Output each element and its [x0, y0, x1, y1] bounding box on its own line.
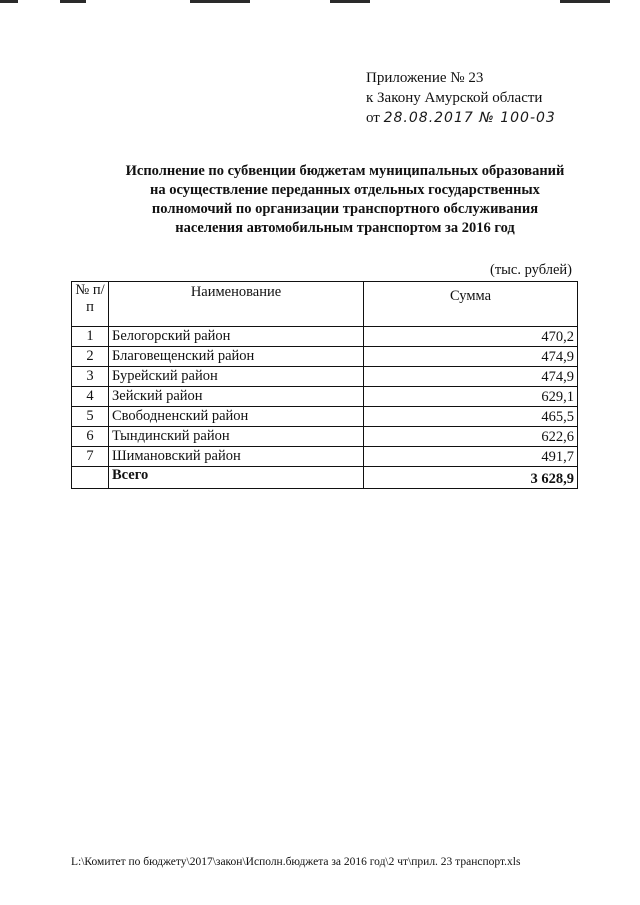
table-row [72, 447, 578, 467]
row-name: Белогорский район [109, 327, 364, 347]
row-name: Бурейский район [109, 367, 364, 387]
title-line-3: полномочий по организации транспортного обслуживания [151, 201, 539, 217]
total-name: Всего [109, 467, 364, 489]
header-num: № п/п [72, 282, 109, 327]
table-row [72, 327, 578, 347]
row-num: 6 [72, 427, 109, 447]
row-num: 3 [72, 367, 109, 387]
row-num: 2 [72, 347, 109, 367]
title-line-1: Исполнение по субвенции бюджетам муниципальных образований [125, 163, 565, 179]
scan-edge-marks [0, 0, 640, 6]
table-row [72, 427, 578, 447]
row-num: 5 [72, 407, 109, 427]
row-sum: 474,9 [364, 367, 578, 387]
row-sum: 474,9 [364, 347, 578, 367]
budget-table [71, 281, 578, 489]
row-name: Шимановский район [109, 447, 364, 467]
row-num: 7 [72, 447, 109, 467]
row-name: Благовещенский район [109, 347, 364, 367]
row-sum: 622,6 [364, 427, 578, 447]
row-name: Свободненский район [109, 407, 364, 427]
total-sum: 3 628,9 [364, 467, 578, 489]
document-title [100, 162, 590, 238]
title-line-2: на осуществление переданных отдельных государственных [150, 182, 540, 198]
appendix-number: Приложение № 23 [366, 70, 484, 86]
row-num: 4 [72, 387, 109, 407]
table-row [72, 347, 578, 367]
row-name: Тындинский район [109, 427, 364, 447]
header-sum: Сумма [364, 282, 578, 327]
title-line-4: населения автомобильным транспортом за 2016 год [175, 220, 515, 236]
row-sum: 629,1 [364, 387, 578, 407]
file-path-footer: L:\Комитет по бюджету\2017\закон\Исполн.бюджета за 2016 год\2 чт\прил. 23 транспорт.xls [71, 856, 521, 868]
handwritten-date-number: 28.08.2017 № 100-03 [383, 110, 556, 126]
row-sum: 465,5 [364, 407, 578, 427]
table-header-row [72, 282, 578, 327]
header-name: Наименование [109, 282, 364, 327]
table-row [72, 407, 578, 427]
appendix-law-reference: к Закону Амурской области [366, 90, 543, 106]
row-sum: 491,7 [364, 447, 578, 467]
table-row [72, 387, 578, 407]
row-sum: 470,2 [364, 327, 578, 347]
appendix-header [366, 68, 556, 128]
appendix-date-prefix: от [366, 110, 380, 126]
table-total-row [72, 467, 578, 489]
table-row [72, 367, 578, 387]
row-num: 1 [72, 327, 109, 347]
units-label: (тыс. рублей) [490, 262, 572, 278]
total-num [72, 467, 109, 489]
appendix-date-line [366, 108, 556, 128]
row-name: Зейский район [109, 387, 364, 407]
